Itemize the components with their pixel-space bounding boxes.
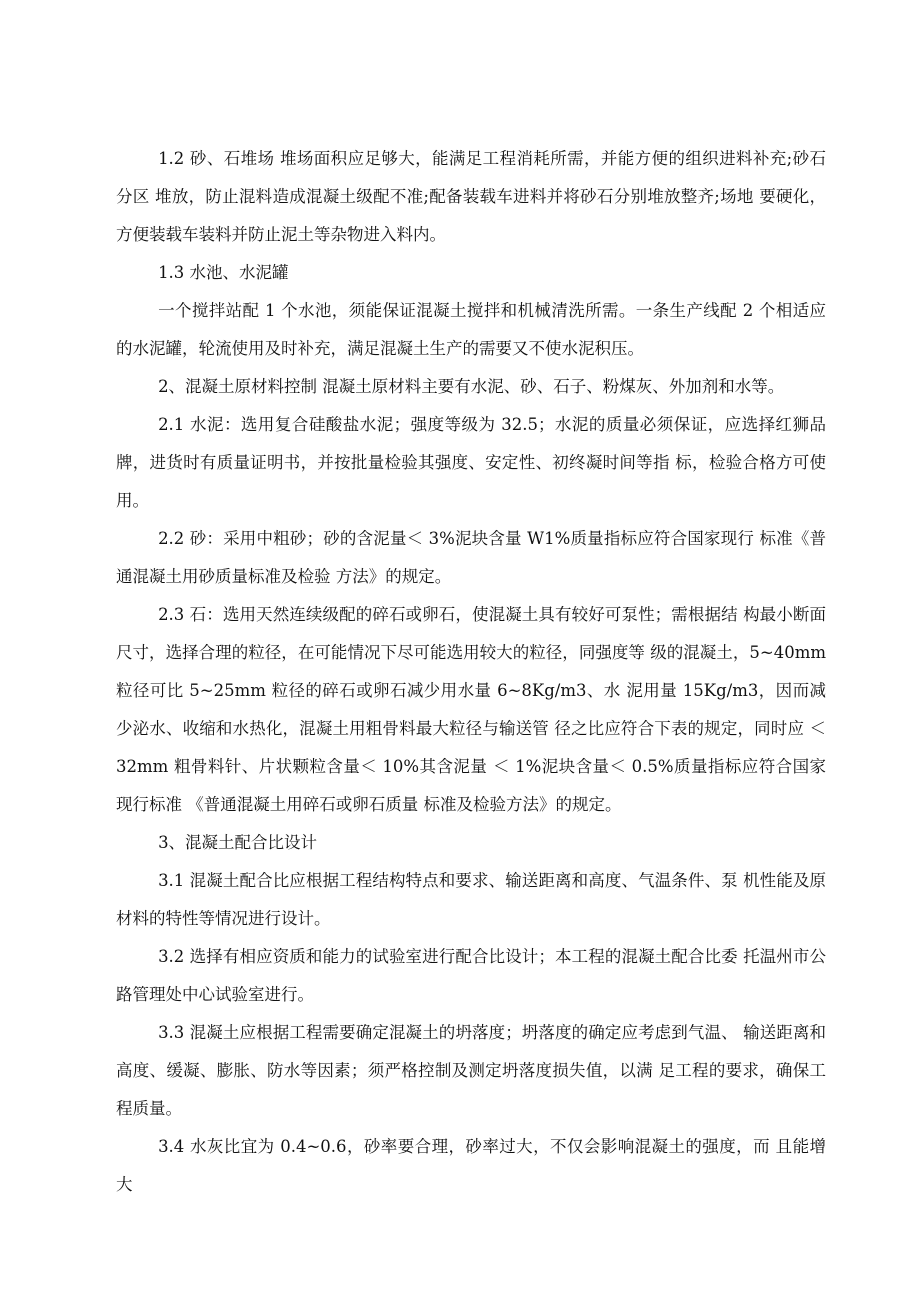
paragraph-3-2-laboratory: 3.2 选择有相应资质和能力的试验室进行配合比设计；本工程的混凝土配合比委 托温州市公路管理处中心试验室进行。 — [116, 947, 826, 1004]
document-body — [116, 140, 826, 1204]
heading-1-3-water-tank: 1.3 水池、水泥罐 — [158, 263, 289, 282]
heading-2-raw-materials: 2、混凝土原材料控制 混凝土原材料主要有水泥、砂、石子、粉煤灰、外加剂和水等。 — [158, 377, 785, 396]
paragraph-1-2-storage-yard: 1.2 砂、石堆场 堆场面积应足够大，能满足工程消耗所需，并能方便的组织进料补充;砂石分区 堆放，防止混料造成混凝土级配不准;配备装载车进料并将砂石分别堆放整齐;场地 要硬化，方便装载车装料并防止泥土等杂物进入料内。 — [116, 149, 826, 244]
paragraph-2-2-sand: 2.2 砂：采用中粗砂；砂的含泥量＜ 3%泥块含量 W1%质量指标应符合国家现行 标准《普通混凝土用砂质量标准及检验 方法》的规定。 — [116, 529, 826, 586]
paragraph-3-3-slump: 3.3 混凝土应根据工程需要确定混凝土的坍落度；坍落度的确定应考虑到气温、 输送距离和高度、缓凝、膨胀、防水等因素；须严格控制及测定坍落度损失值，以满 足工程的要求，确保工程质量。 — [116, 1023, 826, 1118]
paragraph-3-1-mix-basis: 3.1 混凝土配合比应根据工程结构特点和要求、输送距离和高度、气温条件、泵 机性能及原材料的特性等情况进行设计。 — [116, 871, 826, 928]
paragraph-3-4-water-cement-ratio: 3.4 水灰比宜为 0.4~0.6，砂率要合理，砂率过大，不仅会影响混凝土的强度，而 且能增大 — [116, 1137, 826, 1194]
paragraph-water-tank-details: 一个搅拌站配 1 个水池，须能保证混凝土搅拌和机械清洗所需。一条生产线配 2 个相适应的水泥罐，轮流使用及时补充，满足混凝土生产的需要又不使水泥积压。 — [116, 301, 826, 358]
heading-3-mix-design: 3、混凝土配合比设计 — [158, 833, 318, 852]
paragraph-2-1-cement: 2.1 水泥：选用复合硅酸盐水泥；强度等级为 32.5；水泥的质量必须保证，应选择红狮品牌，进货时有质量证明书，并按批量检验其强度、安定性、初终凝时间等指 标，检验合格方可使用。 — [116, 415, 826, 510]
paragraph-2-3-stone: 2.3 石：选用天然连续级配的碎石或卵石，使混凝土具有较好可泵性；需根据结 构最小断面尺寸，选择合理的粒径，在可能情况下尽可能选用较大的粒径，同强度等 级的混凝土，5~40mm 粒径可比 5~25mm 粒径的碎石或卵石减少用水量 6~8Kg/m3、水 泥用量 15Kg/m3，因而减少泌水、收缩和水热化，混凝土用粗骨料最大粒径与输送管 径之比应符合下表的规定，同时应 ＜32mm 粗骨料针、片状颗粒含量＜ 10%其含泥量 ＜ 1%泥块含量＜ 0.5%质量指标应符合国家现行标准 《普通混凝土用碎石或卵石质量 标准及检验方法》的规定。 — [116, 605, 826, 814]
